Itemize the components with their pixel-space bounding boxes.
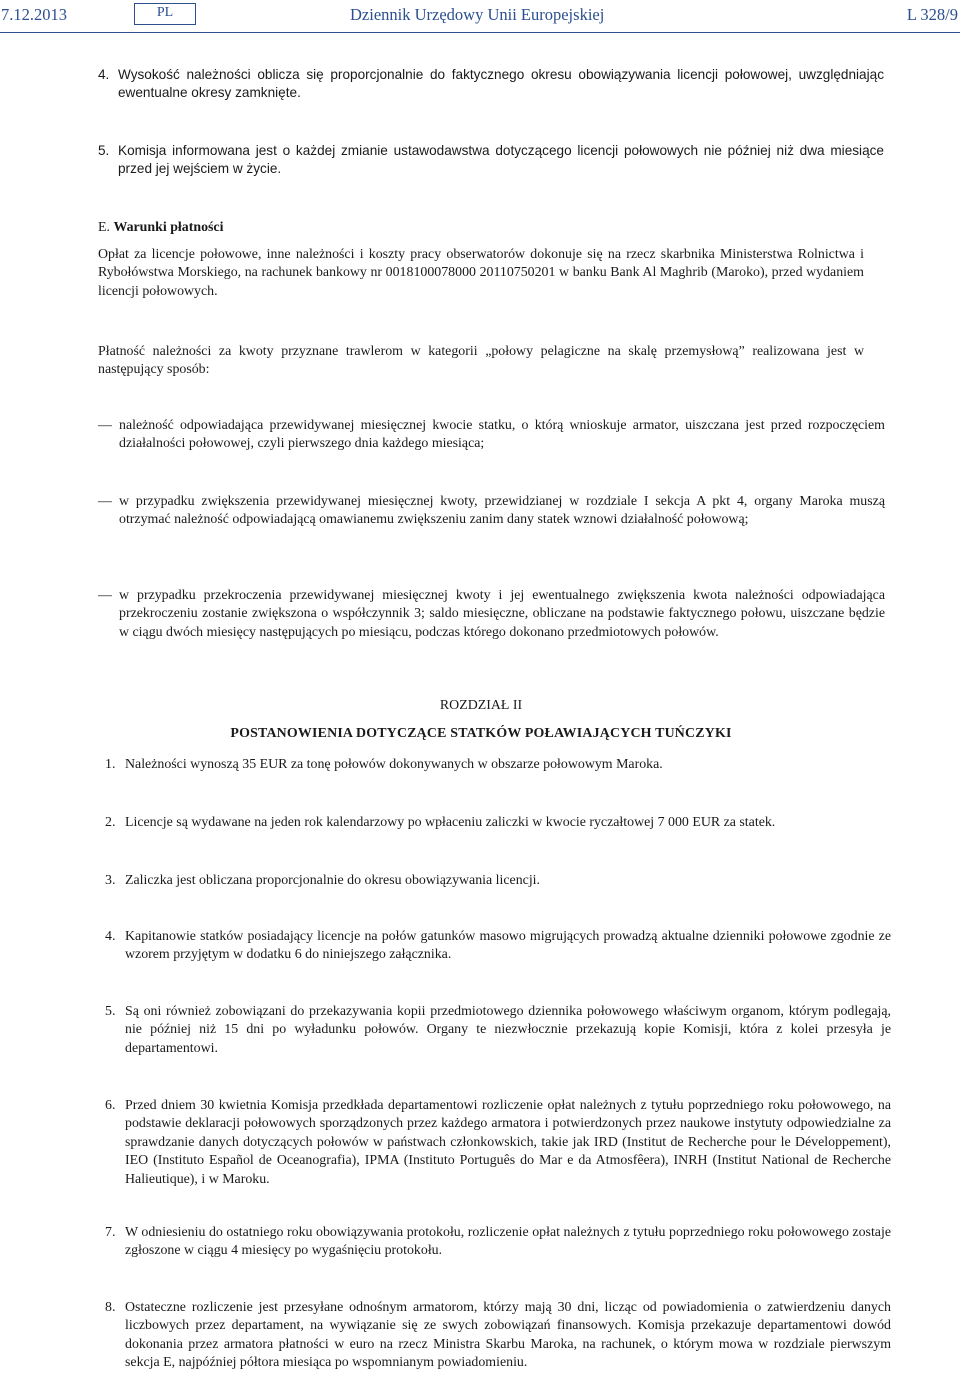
dash-item-text: należność odpowiadająca przewidywanej miesięcznej kwocie statku, o którą wnioskuje armator, uiszczana jest przed rozpoczęciem działalności połowowej, czyli pierwszego dnia każdego miesiąca; <box>119 418 885 452</box>
item-text: Licencje są wydawane na jeden rok kalendarzowy po wpłaceniu zaliczki w kwocie ryczałtowej 7 000 EUR za statek. <box>125 815 776 830</box>
section-letter: E. <box>98 220 110 235</box>
item-text: Wysokość należności oblicza się proporcjonalnie do faktycznego okresu obowiązywania licencji połowowej, uwzględniając ewentualne okresy zamknięte. <box>118 67 884 101</box>
header-rule <box>0 32 960 33</box>
list-item-1 <box>98 756 891 774</box>
item-text: Przed dniem 30 kwietnia Komisja przedkłada departamentowi rozliczenie opłat należnych z tytułu poprzedniego roku połowowego, na podstawie deklaracji połowowych sporządzonych przez każdego armatora i potwierdzonych przez naukowe instytuty odpowiedzialne za sprawdzanie danych dotyczących połowów w państwach członkowskich, takie jak IRD (Institut de Recherche pour le Développement), IEO (Instituto Español de Oceanografia), IPMA (Instituto Português do Mar e da Atmosfêera), INRH (Institut National de Recherche Halieutique), i w Maroku. <box>125 1098 891 1187</box>
item-text: Komisja informowana jest o każdej zmianie ustawodawstwa dotyczącego licencji połowowych nie później niż dwa miesiące przed jej wejściem w życie. <box>118 143 884 177</box>
item-text: Zaliczka jest obliczana proporcjonalnie do okresu obowiązywania licencji. <box>125 873 541 888</box>
dash-item-3 <box>98 587 885 642</box>
item-text: Są oni również zobowiązani do przekazywania kopii przedmiotowego dziennika połowowego właściwym organom, którym podlegają, nie później niż 15 dni po wyładunku połowów. Organy te niezwłocznie przekazują kopie Komisji, która z kolei przesyła je departamentowi. <box>125 1004 891 1056</box>
payment-paragraph: Opłat za licencje połowowe, inne należności i koszty pracy obserwatorów dokonuje się na rzecz skarbnika Ministerstwa Rolnictwa i Rybołówstwa Morskiego, na rachunek bankowy nr 0018100078000 20110750201 w banku Bank Al Maghrib (Maroko), przed wydaniem licencji połowowych. <box>98 247 864 299</box>
dash-marker: — <box>98 418 112 433</box>
chapter-label: ROZDZIAŁ II <box>439 698 523 713</box>
item-number: 3. <box>105 873 116 888</box>
list-item-6 <box>98 1097 891 1189</box>
header-date: 7.12.2013 <box>1 5 67 24</box>
language-badge: PL <box>134 3 196 25</box>
dash-marker: — <box>98 588 112 603</box>
list-item-2 <box>98 814 891 832</box>
list-item-4 <box>98 928 891 965</box>
list-item-3 <box>98 872 891 890</box>
section-title: Warunki płatności <box>113 220 224 235</box>
page-number: L 328/9 <box>906 5 958 24</box>
page-header <box>0 3 960 27</box>
item-number: 6. <box>105 1098 116 1113</box>
dash-item-1 <box>98 417 885 454</box>
item-number: 2. <box>105 815 116 830</box>
item-number: 1. <box>105 757 116 772</box>
journal-title: Dziennik Urzędowy Unii Europejskiej <box>350 5 605 24</box>
item-text: Ostateczne rozliczenie jest przesyłane odnośnym armatorom, którzy mają 30 dni, licząc od powiadomienia o zatwierdzeniu danych liczbowych przez departament, na wywiązanie się ze swych zobowiązań finansowych. Komisja przekazuje departamentowi dowód dokonania przez armatora płatności w euro na rzecz Ministra Skarbu Maroka, na rachunek, o którym mowa w rozdziale pierwszym sekcja E, najpóźniej półtora miesiąca po wspomnianym powiadomieniu. <box>125 1300 891 1371</box>
item-text: W odniesieniu do ostatniego roku obowiązywania protokołu, rozliczenie opłat należnych z tytułu poprzedniego roku połowowego zostaje zgłoszone w ciągu 4 miesięcy po wygaśnięciu protokołu. <box>125 1225 891 1259</box>
dash-item-text: w przypadku przekroczenia przewidywanej miesięcznej kwoty i jej ewentualnego zwiększenia kwota należności odpowiadająca przekroczeniu zostanie zwiększona o współczynnik 3; saldo miesięczne, obliczane na podstawie faktycznego połowu, uiszczane będzie w ciągu dwóch miesięcy następujących po miesiącu, podczas którego dokonano przedmiotowych połowów. <box>119 588 885 640</box>
list-item-top-4 <box>98 66 884 103</box>
item-number: 5. <box>105 1004 116 1019</box>
section-e-heading <box>98 219 864 237</box>
dash-marker: — <box>98 494 112 509</box>
item-number: 4. <box>98 67 110 82</box>
item-number: 7. <box>105 1225 116 1240</box>
list-item-5 <box>98 1003 891 1058</box>
item-text: Należności wynoszą 35 EUR za tonę połowów dokonywanych w obszarze połowowym Maroka. <box>125 757 663 772</box>
dash-item-2 <box>98 493 885 530</box>
item-text: Kapitanowie statków posiadający licencje na połów gatunków masowo migrujących prowadzą aktualne dzienniki połowowe zgodnie ze wzorem przyjętym w dodatku 6 do niniejszego załącznika. <box>125 929 891 963</box>
chapter-title: POSTANOWIENIA DOTYCZĄCE STATKÓW POŁAWIAJĄCYCH TUŃCZYKI <box>230 726 732 741</box>
dash-item-text: w przypadku zwiększenia przewidywanej miesięcznej kwoty, przewidzianej w rozdziale I sekcja A pkt 4, organy Maroka muszą otrzymać należność odpowiadającą omawianemu zwiększeniu zanim dany statek wznowi działalność połowową; <box>119 494 885 528</box>
list-item-7 <box>98 1224 891 1261</box>
item-number: 4. <box>105 929 116 944</box>
list-item-8 <box>98 1299 891 1373</box>
pelagic-payment-paragraph: Płatność należności za kwoty przyznane trawlerom w kategorii „połowy pelagiczne na skalę przemysłową” realizowana jest w następujący sposób: <box>98 344 864 378</box>
list-item-top-5 <box>98 142 884 179</box>
item-number: 5. <box>98 143 110 158</box>
item-number: 8. <box>105 1300 116 1315</box>
